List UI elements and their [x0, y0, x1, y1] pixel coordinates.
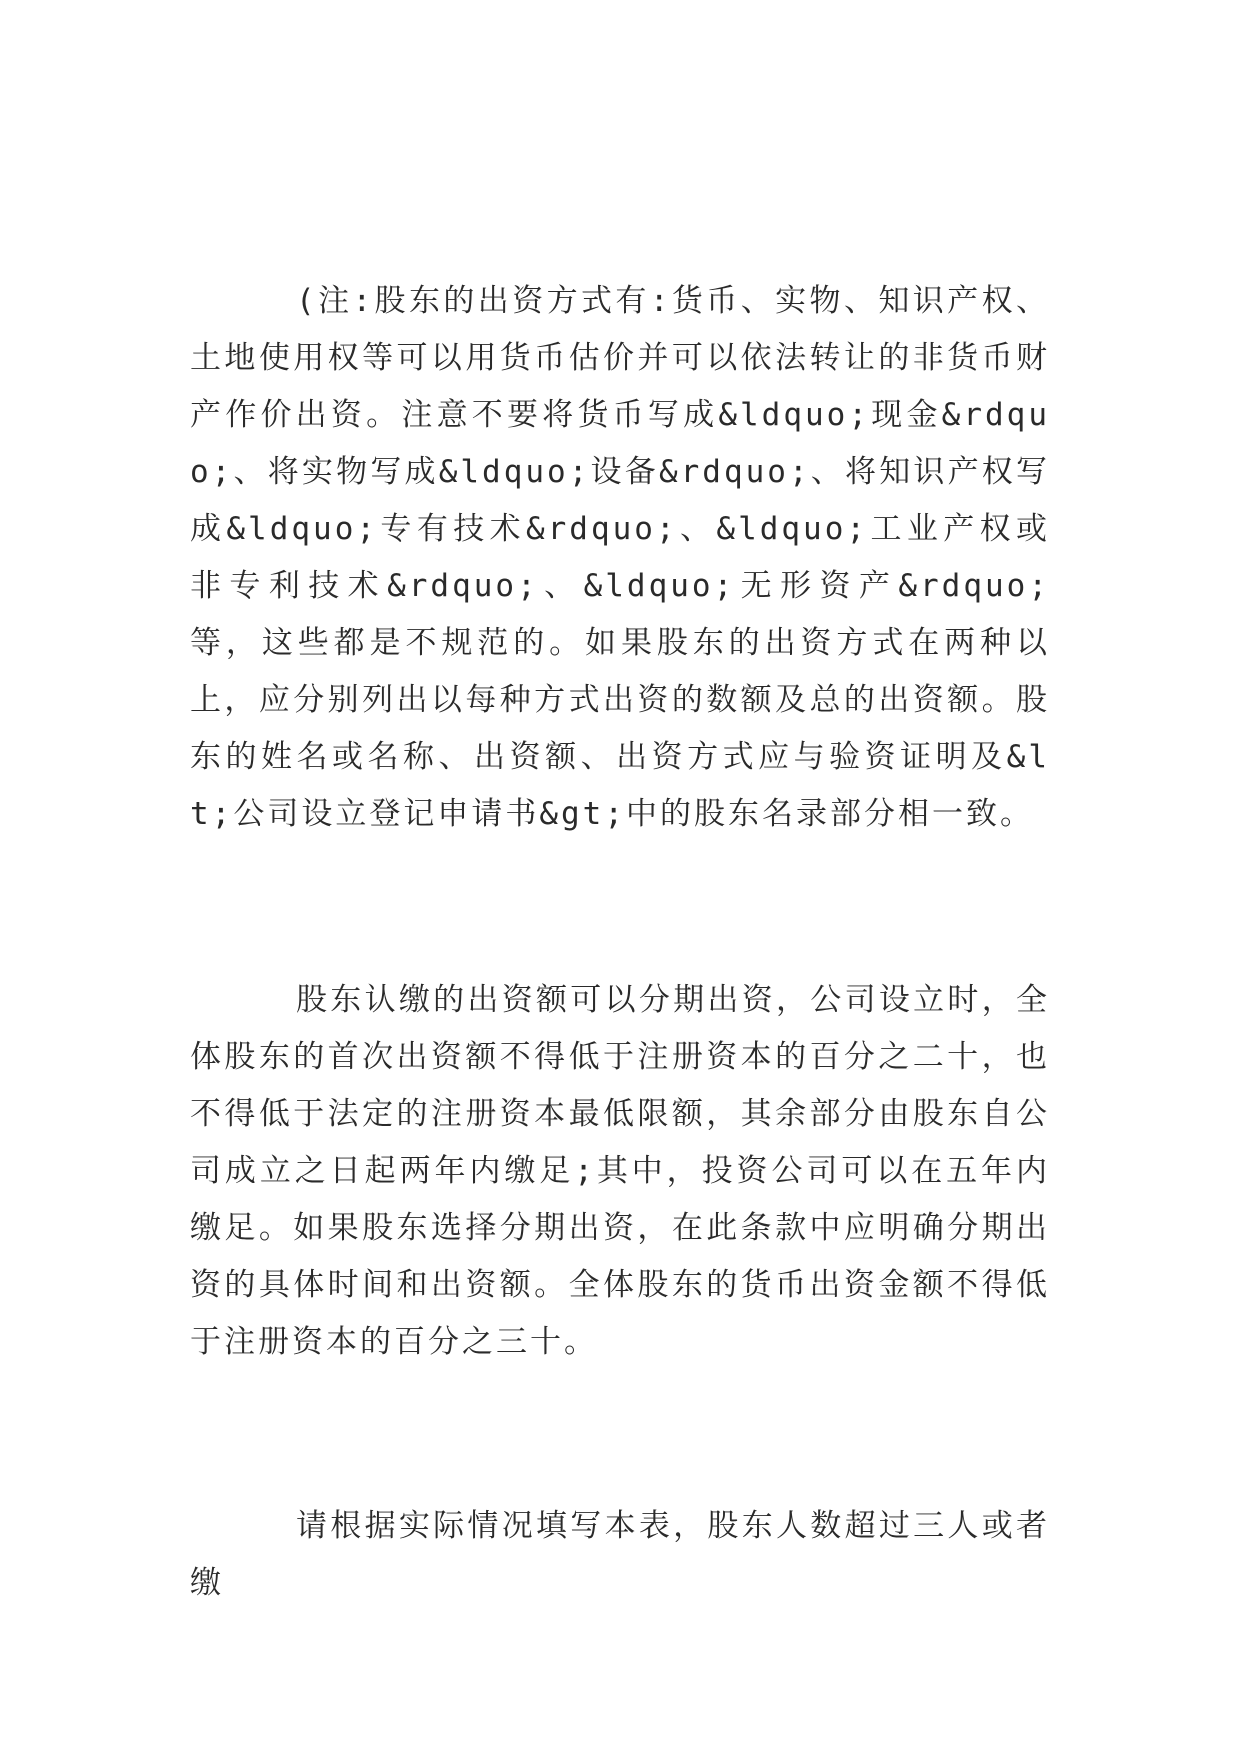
paragraph-capital-contribution-note: (注:股东的出资方式有:货币、实物、知识产权、土地使用权等可以用货币估价并可以依法转让的非货币财产作价出资。注意不要将货币写成&ldquo;现金&rdquo;、将实物写成&ldquo;设备&rdquo;、将知识产权写成&ldquo;专有技术&rdquo;、&ldquo;工业产权或非专利技术&rdquo;、&ldquo;无形资产&rdquo;等，这些都是不规范的。如果股东的出资方式在两种以上，应分别列出以每种方式出资的数额及总的出资额。股东的姓名或名称、出资额、出资方式应与验资证明及&lt;公司设立登记申请书&gt;中的股东名录部分相一致。 [190, 283, 1050, 832]
paragraph-fill-instruction: 请根据实际情况填写本表，股东人数超过三人或者缴 [190, 1508, 1050, 1601]
paragraph-installment-contribution: 股东认缴的出资额可以分期出资，公司设立时，全体股东的首次出资额不得低于注册资本的百分之二十，也不得低于法定的注册资本最低限额，其余部分由股东自公司成立之日起两年内缴足;其中，投资公司可以在五年内缴足。如果股东选择分期出资，在此条款中应明确分期出资的具体时间和出资额。全体股东的货币出资金额不得低于注册资本的百分之三十。 [190, 982, 1050, 1360]
